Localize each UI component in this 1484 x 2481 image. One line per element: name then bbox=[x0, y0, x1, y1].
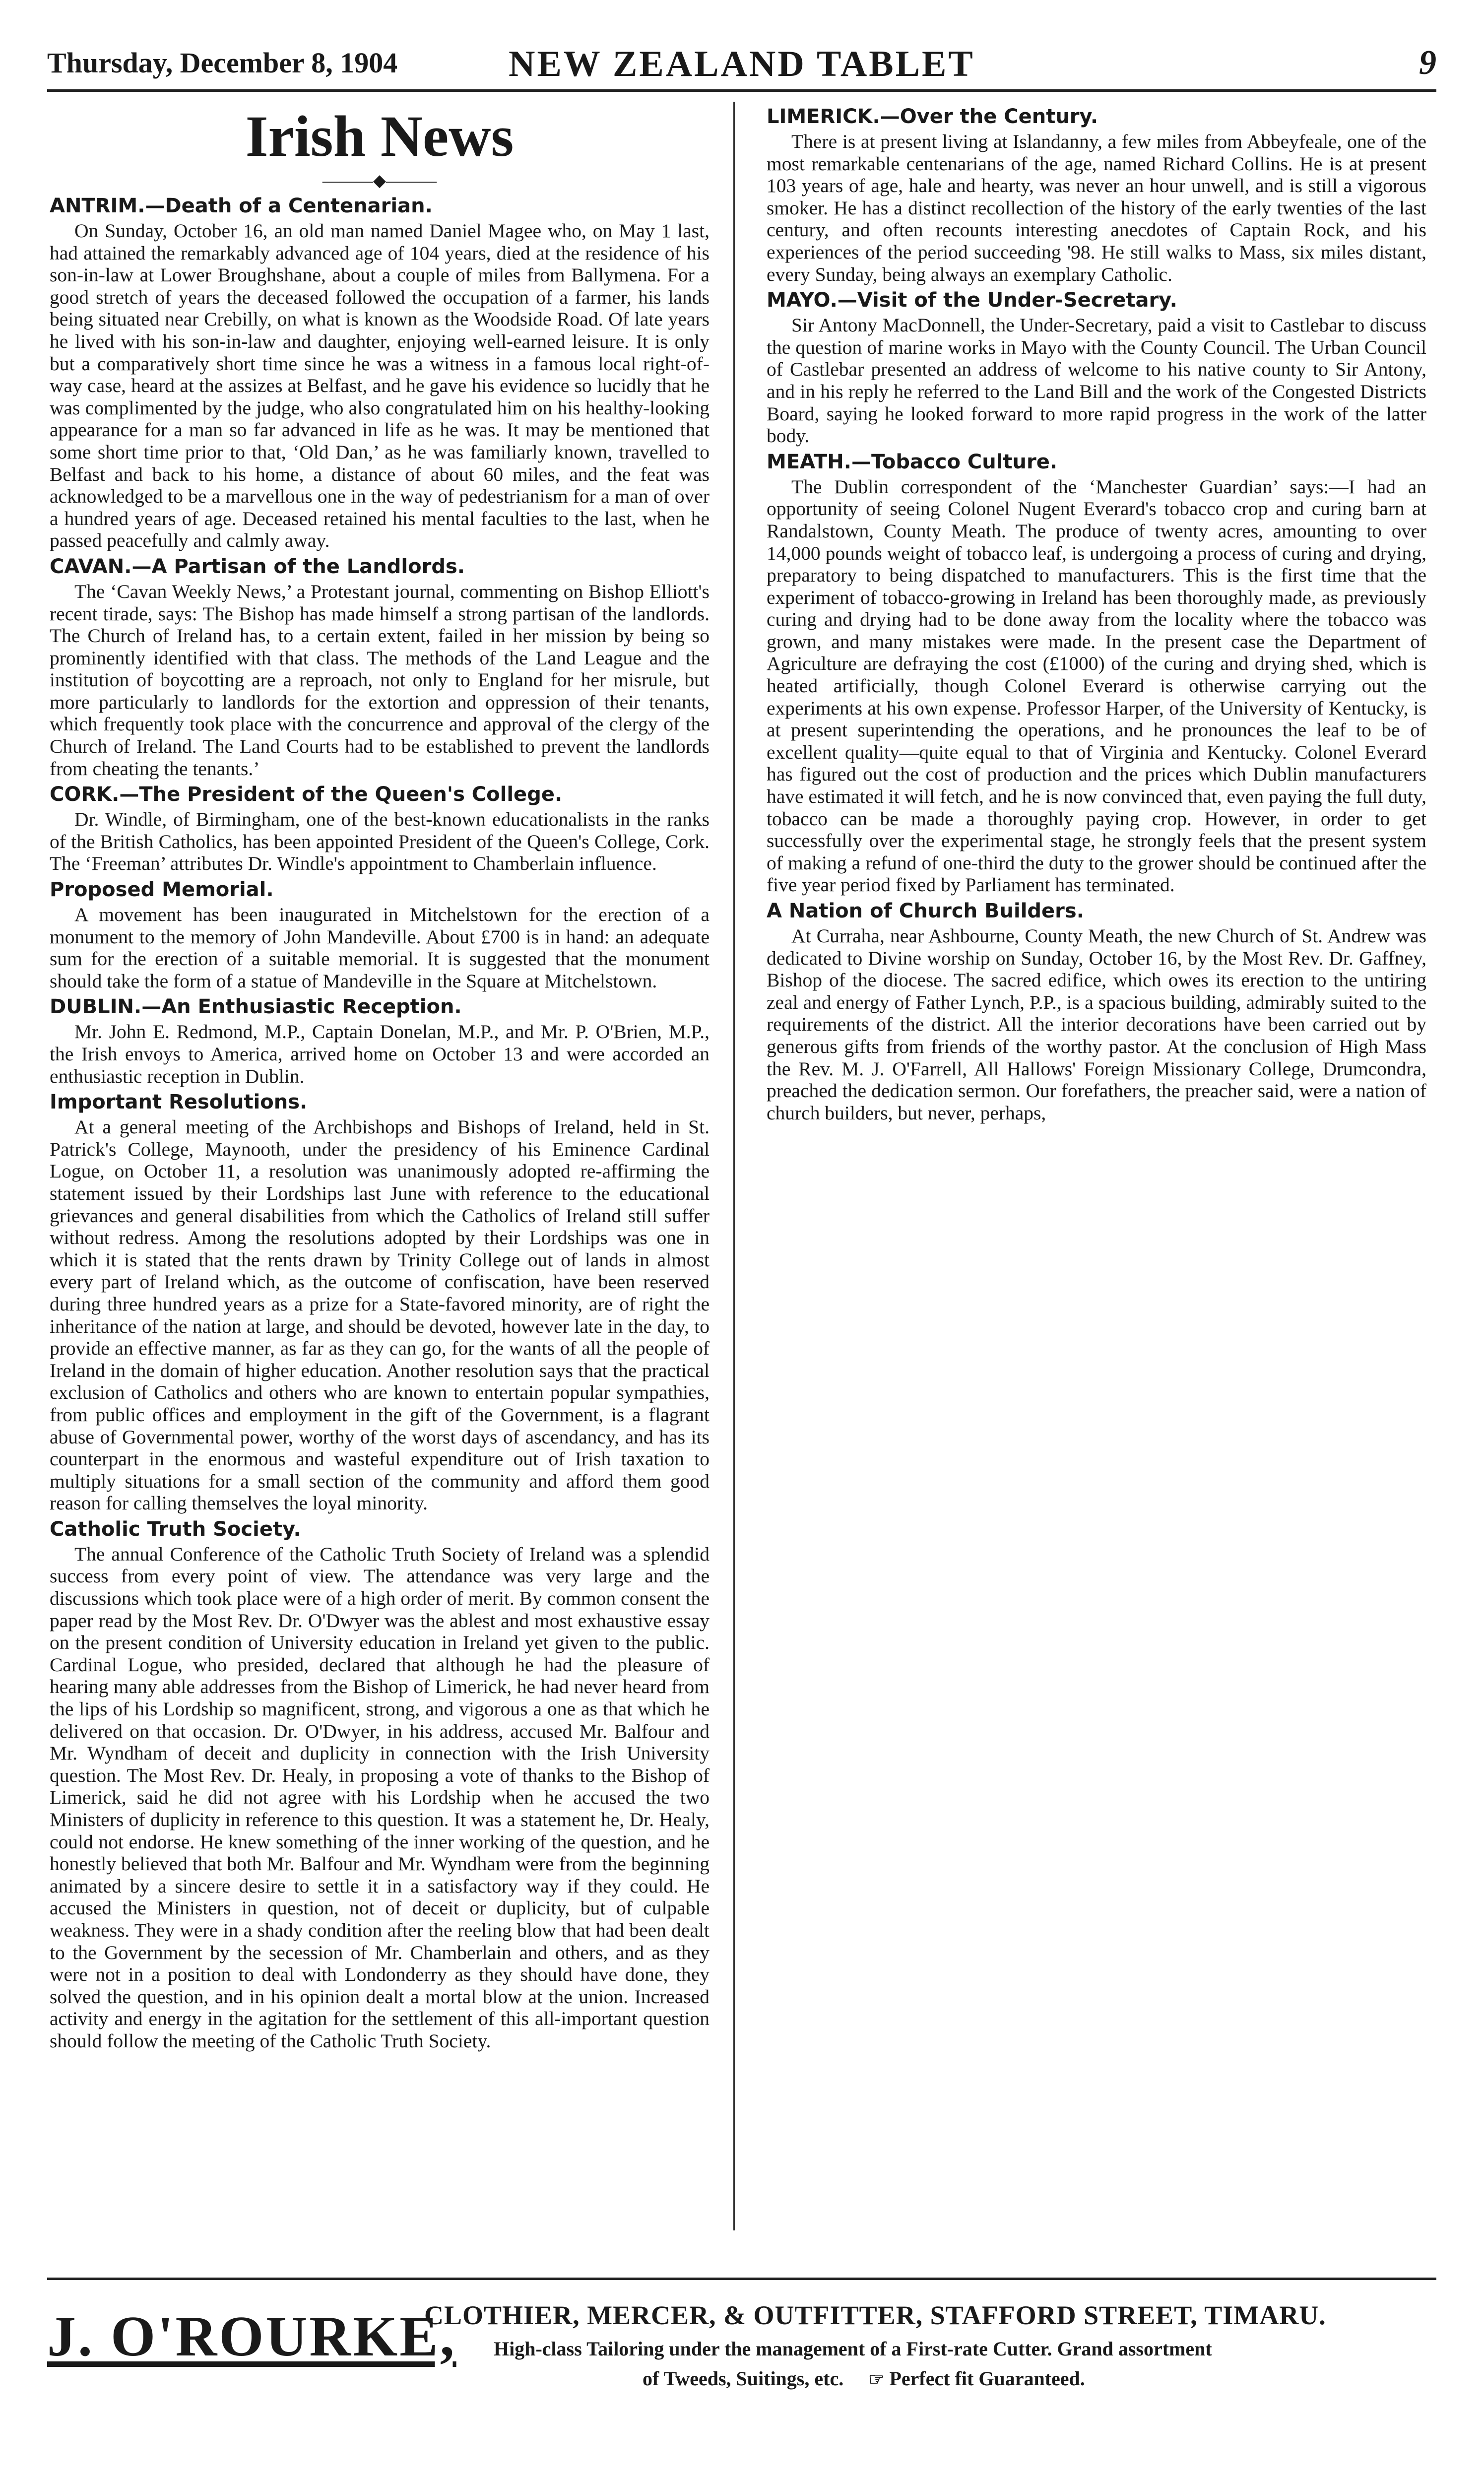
ad-tailoring-line: High-class Tailoring under the management of a First-rate Cutter. Grand assortment bbox=[494, 2338, 1212, 2360]
article-heading: MAYO.—Visit of the Under-Secretary. bbox=[767, 289, 1177, 312]
article-paragraph: A movement has been inaugurated in Mitchelstown for the erection of a monument to the memory of John Mandeville. About £700 is in hand: an adequate sum for the erection of a suitable memorial. It is suggested that the monument should take the form of a statue of Mandeville in the Square at Mitchelstown. bbox=[50, 904, 710, 992]
article-heading: A Nation of Church Builders. bbox=[767, 900, 1084, 922]
issue-date: Thursday, December 8, 1904 bbox=[47, 47, 398, 79]
article-heading: Proposed Memorial. bbox=[50, 878, 274, 902]
advertiser-name: J. O'ROURKE, bbox=[47, 2305, 456, 2368]
publication-title: NEW ZEALAND TABLET bbox=[509, 44, 975, 84]
article-paragraph: Sir Antony MacDonnell, the Under-Secretary, paid a visit to Castlebar to discuss the question of marine works in Mayo with the County Council. The Urban Council of Castlebar presented an address of welcome to his native county to Sir Antony, and in his reply he referred to the Land Bill and the work of the Congested Districts Board, saying he looked forward to more rapid progress in the work of the latter body. bbox=[767, 314, 1426, 447]
article-heading: ANTRIM.—Death of a Centenarian. bbox=[50, 195, 433, 217]
article-paragraph: At a general meeting of the Archbishops and Bishops of Ireland, held in St. Patrick's College, Maynooth, under the presidency of his Eminence Cardinal Logue, on October 11, a resolution was unanimously adopted re-affirming the statement issued by their Lordships last June with reference to the educational grievances and general disabilities from which the Catholics of Ireland still suffer without redress. Among the resolutions adopted by their Lordships was one in which it is stated that the rents drawn by Trinity College out of lands in almost every part of Ireland which, as the outcome of confiscation, have been reserved during three hundred years as a prize for a State-favored minority, are of right the inheritance of the nation at large, and should be devoted, however late in the day, to provide an effective manner, as far as they can go, for the wants of all the people of Ireland in the domain of higher education. Another resolution says that the practical exclusion of Catholics and others who are known to entertain popular sympathies, from public offices and employment in the gift of the Government, is a flagrant abuse of Governmental power, worthy of the worst days of ascendancy, and has its counterpart in the enormous and wasteful expenditure out of Irish taxation to multiply situations for a small section of the community and afford them good reason for calling themselves the loyal minority. bbox=[50, 1116, 710, 1514]
article-heading: Catholic Truth Society. bbox=[50, 1517, 301, 1541]
column-divider bbox=[733, 102, 735, 2230]
article-heading: CORK.—The President of the Queen's College. bbox=[50, 783, 563, 806]
ad-business-line: CLOTHIER, MERCER, & OUTFITTER, STAFFORD STREET, TIMARU. bbox=[424, 2300, 1326, 2330]
article-heading: DUBLIN.—An Enthusiastic Reception. bbox=[50, 995, 462, 1019]
ad-guarantee-text: Perfect fit Guaranteed. bbox=[889, 2367, 1085, 2390]
column-right bbox=[767, 102, 1426, 2240]
pointing-hand-icon: ☞ bbox=[868, 2369, 885, 2389]
ad-goods-line bbox=[643, 2367, 1085, 2390]
article-heading: MEATH.—Tobacco Culture. bbox=[767, 450, 1058, 473]
article-paragraph: At Curraha, near Ashbourne, County Meath, the new Church of St. Andrew was dedicated to Divine worship on Sunday, October 16, by the Most Rev. Dr. Gaffney, Bishop of the diocese. The sacred edifice, which owes its erection to the untiring zeal and energy of Father Lynch, P.P., is a spacious building, admirably suited to the requirements of the district. All the interior decorations have been carried out by generous gifts from friends of the worthy pastor. At the conclusion of High Mass the Rev. M. J. O'Farrell, All Hallows' Foreign Missionary College, Drumcondra, preached the dedication sermon. Our forefathers, the preacher said, were a nation of church builders, but never, perhaps, bbox=[767, 925, 1426, 1124]
article-paragraph: Dr. Windle, of Birmingham, one of the best-known educationalists in the ranks of the British Catholics, has been appointed President of the Queen's College, Cork. The ‘Freeman’ attributes Dr. Windle's appointment to Chamberlain influence. bbox=[50, 808, 710, 875]
advertisement bbox=[47, 2278, 1436, 2479]
masthead bbox=[47, 42, 1436, 92]
section-title: Irish News bbox=[245, 104, 514, 169]
ornament-divider: ———◆——— bbox=[322, 172, 437, 190]
article-heading: CAVAN.—A Partisan of the Landlords. bbox=[50, 555, 465, 578]
article-paragraph: The annual Conference of the Catholic Truth Society of Ireland was a splendid success from every point of view. The attendance was very large and the discussions which took place were of a high order of merit. By common consent the paper read by the Most Rev. Dr. O'Dwyer was the ablest and most exhaustive essay on the present condition of University education in Ireland yet given to the public. Cardinal Logue, who presided, declared that although he had the pleasure of hearing many able addresses from the Bishop of Limerick, he had never heard from the lips of his Lordship so magnificent, strong, and vigorous a one as that which he delivered on that occasion. Dr. O'Dwyer, in his address, accused Mr. Balfour and Mr. Wyndham of deceit and duplicity in connection with the Irish University question. The Most Rev. Dr. Healy, in proposing a vote of thanks to the Bishop of Limerick, said he did not agree with his Lordship when he accused the two Ministers of duplicity in reference to this question. It was a statement he, Dr. Healy, could not endorse. He knew something of the inner working of the question, and he honestly believed that both Mr. Balfour and Mr. Wyndham were from the beginning animated by a sincere desire to settle it in a satisfactory way if they could. He accused the Ministers in question, not of deceit or duplicity, but of culpable weakness. They were in a shady condition after the reeling blow that had been dealt to the Government by the secession of Mr. Chamberlain and others, and as they were not in a position to deal with Londonderry as they should have done, they solved the question, and in his opinion dealt a mortal blow at the union. Increased activity and energy in the agitation for the settlement of this all-important question should follow the meeting of the Catholic Truth Society. bbox=[50, 1543, 710, 2052]
article-paragraph: On Sunday, October 16, an old man named Daniel Magee who, on May 1 last, had attained the remarkably advanced age of 104 years, died at the residence of his son-in-law at Lower Broughshane, about a couple of miles from Ballymena. For a good stretch of years the deceased followed the occupation of a farmer, his lands being situated near Crebilly, on what is known as the Woodside Road. Of late years he lived with his son-in-law and daughter, enjoying well-earned leisure. It is only but a comparatively short time since he was a witness in a famous local right-of-way case, heard at the assizes at Belfast, and he gave his evidence so lucidly that he was complimented by the judge, who also congratulated him on his healthy-looking appearance for a man so far advanced in life as he was. It may be mentioned that some short time prior to that, ‘Old Dan,’ as he was familiarly known, travelled to Belfast and back to his home, a distance of about 60 miles, and the feat was acknowledged to be a marvellous one in the way of pedestrianism for a man of over a hundred years of age. Deceased retained his mental faculties to the last, when he passed peacefully and calmly away. bbox=[50, 220, 710, 552]
column-left bbox=[50, 102, 710, 2240]
article-paragraph: There is at present living at Islandanny, a few miles from Abbeyfeale, one of the most remarkable centenarians of the age, named Richard Collins. He is at present 103 years of age, hale and hearty, was never an hour unwell, and is still a vigorous smoker. He has a distinct recollection of the history of the early twenties of the last century, and often recounts interesting anecdotes of Captain Rock, and his experiences of the period succeeding '98. He still walks to Mass, six miles distant, every Sunday, being always an exemplary Catholic. bbox=[767, 131, 1426, 285]
article-heading: LIMERICK.—Over the Century. bbox=[767, 105, 1098, 128]
ad-goods-text: of Tweeds, Suitings, etc. bbox=[643, 2367, 844, 2390]
article-paragraph: The ‘Cavan Weekly News,’ a Protestant journal, commenting on Bishop Elliott's recent tirade, says: The Bishop has made himself a strong partisan of the landlords. The Church of Ireland has, to a certain extent, failed in her mission by being so prominently identified with that class. The methods of the Land League and the institution of boycotting are a reproach, not only to England for her misrule, but more particularly to landlords for the extortion and oppression of their tenants, which frequently took place with the concurrence and approval of the clergy of the Church of Ireland. The Land Courts had to be established to prevent the landlords from cheating the tenants.’ bbox=[50, 580, 710, 780]
page-number: 9 bbox=[1419, 44, 1436, 82]
article-paragraph: Mr. John E. Redmond, M.P., Captain Donelan, M.P., and Mr. P. O'Brien, M.P., the Irish envoys to America, arrived home on October 13 and were accorded an enthusiastic reception in Dublin. bbox=[50, 1021, 710, 1087]
article-heading: Important Resolutions. bbox=[50, 1091, 308, 1114]
article-paragraph: The Dublin correspondent of the ‘Manchester Guardian’ says:—I had an opportunity of seeing Colonel Nugent Everard's tobacco crop and curing barn at Randalstown, County Meath. The produce of twenty acres, amounting to over 14,000 pounds weight of tobacco leaf, is undergoing a process of curing and drying, preparatory to being dispatched to manufacturers. This is the first time that the experiment of tobacco-growing in Ireland has been thoroughly made, as previously curing and drying had to be done away from the locality where the tobacco was grown, and many mistakes were made. In the present case the Department of Agriculture are defraying the cost (£1000) of the curing and drying shed, which is heated artificially, though Colonel Everard is otherwise carrying out the experiments at his own expense. Professor Harper, of the University of Kentucky, is at present superintending the operations, and he pronounces the leaf to be of excellent quality—quite equal to that of Virginia and Kentucky. Colonel Everard has figured out the cost of production and the prices which Dublin manufacturers have estimated it will fetch, and he is now convinced that, even paying the full duty, tobacco can be made a thoroughly paying crop. However, in order to get successfully over the experimental stage, he strongly feels that the present system of making a refund of one-third the duty to the grower should be continued after the five year period fixed by Parliament has terminated. bbox=[767, 475, 1426, 896]
